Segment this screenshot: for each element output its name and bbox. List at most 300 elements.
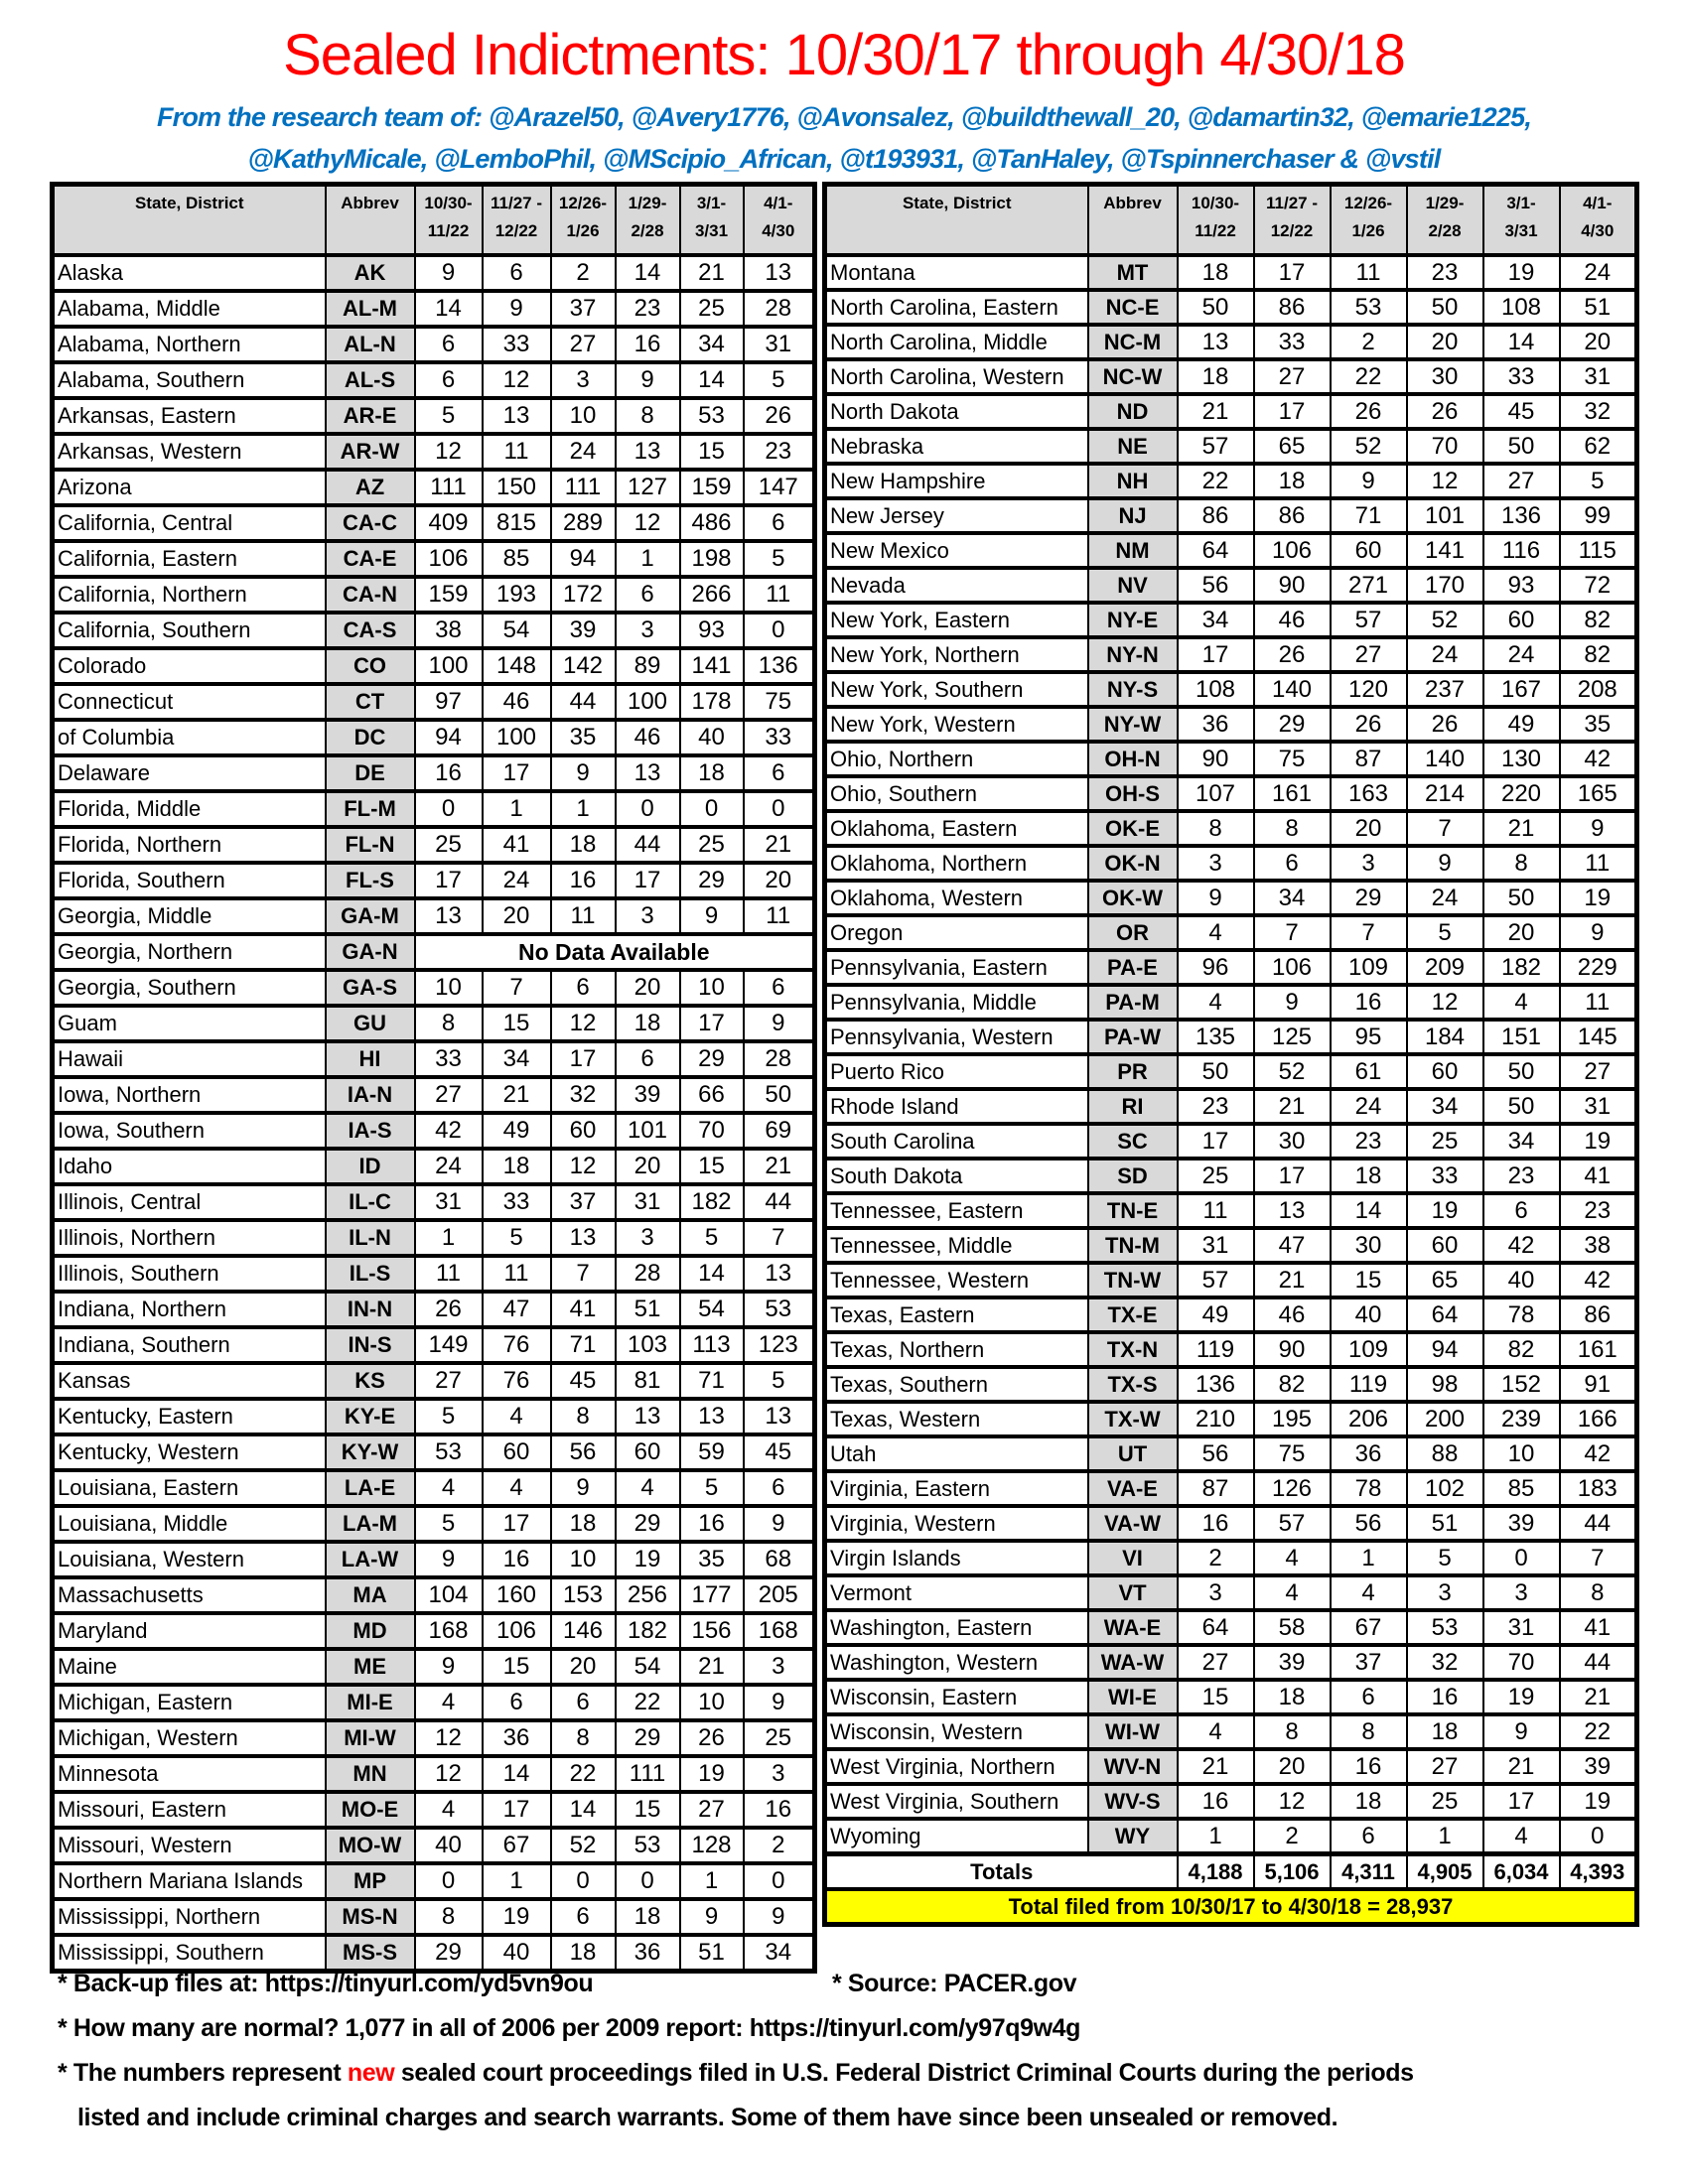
district-abbrev: NV: [1088, 568, 1178, 603]
district-name: Missouri, Eastern: [53, 1792, 326, 1828]
district-abbrev: VA-W: [1088, 1506, 1178, 1541]
table-row: [53, 1542, 815, 1577]
period-count: 17: [1483, 1784, 1560, 1819]
period-count: 78: [1483, 1297, 1560, 1332]
period-count: 35: [680, 1542, 744, 1577]
period-count: 24: [1407, 637, 1483, 672]
period-count: 50: [1483, 881, 1560, 915]
period-count: 7: [483, 970, 551, 1006]
district-abbrev: RI: [1088, 1089, 1178, 1124]
table-row: [825, 1541, 1637, 1575]
period-count: 21: [1178, 394, 1254, 429]
period-count: 45: [551, 1363, 616, 1399]
period-count: 14: [415, 291, 483, 327]
period-count: 35: [551, 720, 616, 755]
period-count: 229: [1560, 950, 1637, 985]
district-abbrev: MS-N: [326, 1899, 415, 1935]
period-start: 3/1-: [1506, 194, 1536, 212]
period-count: 159: [680, 470, 744, 505]
table-row: [53, 1613, 815, 1649]
period-count: 127: [616, 470, 680, 505]
period-count: 12: [415, 434, 483, 470]
period-count: 1: [680, 1863, 744, 1899]
district-name: Florida, Southern: [53, 863, 326, 898]
column-header-period: [415, 185, 483, 256]
period-count: 16: [1407, 1680, 1483, 1714]
period-count: 46: [616, 720, 680, 755]
district-abbrev: MO-W: [326, 1828, 415, 1863]
period-count: 14: [616, 255, 680, 291]
period-count: 18: [1331, 1784, 1407, 1819]
period-count: 6: [1483, 1193, 1560, 1228]
table-row: [53, 1256, 815, 1292]
district-name: New Jersey: [825, 498, 1088, 533]
period-count: 87: [1178, 1471, 1254, 1506]
period-count: 16: [1178, 1784, 1254, 1819]
district-abbrev: AL-S: [326, 362, 415, 398]
period-count: 8: [1254, 1714, 1331, 1749]
table-row: [825, 1575, 1637, 1610]
period-count: 5: [744, 541, 815, 577]
district-abbrev: DE: [326, 755, 415, 791]
period-count: 289: [551, 505, 616, 541]
district-name: Virginia, Eastern: [825, 1471, 1088, 1506]
table-row: [825, 429, 1637, 464]
period-count: 12: [415, 1756, 483, 1792]
period-count: 21: [680, 255, 744, 291]
period-count: 5: [744, 362, 815, 398]
period-count: 44: [616, 827, 680, 863]
period-count: 56: [1331, 1506, 1407, 1541]
period-count: 42: [1483, 1228, 1560, 1263]
period-count: 13: [680, 1399, 744, 1434]
period-count: 4: [1254, 1541, 1331, 1575]
period-count: 3: [1331, 846, 1407, 881]
period-count: 24: [1483, 637, 1560, 672]
district-abbrev: NJ: [1088, 498, 1178, 533]
period-count: 25: [415, 827, 483, 863]
period-count: 25: [744, 1720, 815, 1756]
period-count: 4: [1178, 915, 1254, 950]
period-count: 20: [616, 970, 680, 1006]
period-count: 16: [616, 327, 680, 362]
column-header-period: [551, 185, 616, 256]
district-abbrev: SD: [1088, 1159, 1178, 1193]
table-row: [53, 1041, 815, 1077]
district-name: Tennessee, Middle: [825, 1228, 1088, 1263]
period-count: 56: [1178, 568, 1254, 603]
column-header-period: [1331, 185, 1407, 256]
table-row: [825, 1020, 1637, 1054]
period-count: 40: [483, 1935, 551, 1972]
period-count: 22: [551, 1756, 616, 1792]
period-count: 33: [744, 720, 815, 755]
column-header-abbrev: Abbrev: [326, 185, 415, 256]
period-count: 33: [483, 1184, 551, 1220]
table-row: [53, 970, 815, 1006]
period-count: 60: [1483, 603, 1560, 637]
table-row: [825, 290, 1637, 325]
period-count: 6: [1254, 846, 1331, 881]
period-count: 4: [1178, 1714, 1254, 1749]
period-count: 29: [1254, 707, 1331, 742]
period-count: 13: [616, 755, 680, 791]
period-count: 9: [1331, 464, 1407, 498]
period-end: 12/22: [1270, 221, 1314, 240]
period-count: 237: [1407, 672, 1483, 707]
period-count: 8: [1560, 1575, 1637, 1610]
district-abbrev: NC-W: [1088, 359, 1178, 394]
district-abbrev: TX-N: [1088, 1332, 1178, 1367]
period-count: 34: [744, 1935, 815, 1972]
district-abbrev: VI: [1088, 1541, 1178, 1575]
period-count: 86: [1254, 290, 1331, 325]
period-count: 9: [616, 362, 680, 398]
period-count: 9: [1560, 915, 1637, 950]
period-count: 39: [616, 1077, 680, 1113]
period-count: 4: [483, 1399, 551, 1434]
period-count: 11: [744, 898, 815, 934]
district-abbrev: NC-M: [1088, 325, 1178, 359]
period-count: 3: [551, 362, 616, 398]
period-count: 28: [744, 1041, 815, 1077]
district-name: Nebraska: [825, 429, 1088, 464]
district-name: Colorado: [53, 648, 326, 684]
period-count: 29: [680, 863, 744, 898]
period-count: 19: [1560, 1124, 1637, 1159]
table-row: [53, 1863, 815, 1899]
period-count: 183: [1560, 1471, 1637, 1506]
district-abbrev: DC: [326, 720, 415, 755]
table-row: [53, 1506, 815, 1542]
period-count: 8: [415, 1006, 483, 1041]
period-count: 72: [1560, 568, 1637, 603]
period-count: 46: [483, 684, 551, 720]
period-count: 14: [551, 1792, 616, 1828]
period-count: 39: [551, 613, 616, 648]
period-count: 11: [415, 1256, 483, 1292]
period-count: 166: [1560, 1402, 1637, 1436]
district-abbrev: TN-E: [1088, 1193, 1178, 1228]
district-name: Tennessee, Eastern: [825, 1193, 1088, 1228]
table-row: [53, 1006, 815, 1041]
district-name: New York, Western: [825, 707, 1088, 742]
period-count: 97: [415, 684, 483, 720]
period-count: 6: [744, 1470, 815, 1506]
period-count: 37: [1331, 1645, 1407, 1680]
period-count: 9: [551, 755, 616, 791]
period-count: 65: [1407, 1263, 1483, 1297]
period-count: 13: [551, 1220, 616, 1256]
period-count: 23: [1483, 1159, 1560, 1193]
period-count: 70: [1407, 429, 1483, 464]
period-count: 27: [1407, 1749, 1483, 1784]
period-count: 11: [551, 898, 616, 934]
period-count: 52: [1331, 429, 1407, 464]
period-count: 160: [483, 1577, 551, 1613]
table-row: [53, 1184, 815, 1220]
period-count: 85: [1483, 1471, 1560, 1506]
period-count: 4: [415, 1792, 483, 1828]
period-count: 1: [1407, 1819, 1483, 1854]
district-abbrev: OH-S: [1088, 776, 1178, 811]
period-count: 25: [1178, 1159, 1254, 1193]
table-row: [825, 603, 1637, 637]
table-row: [825, 672, 1637, 707]
table-row: [53, 1077, 815, 1113]
period-count: 81: [616, 1363, 680, 1399]
table-row: [53, 505, 815, 541]
period-count: 6: [551, 970, 616, 1006]
period-count: 19: [1483, 1680, 1560, 1714]
period-count: 21: [1254, 1089, 1331, 1124]
district-name: North Dakota: [825, 394, 1088, 429]
district-abbrev: MP: [326, 1863, 415, 1899]
column-header-state: State, District: [825, 185, 1088, 256]
table-row: [825, 811, 1637, 846]
period-count: 208: [1560, 672, 1637, 707]
period-count: 142: [551, 648, 616, 684]
total-value: 4,905: [1407, 1854, 1483, 1890]
period-count: 50: [744, 1077, 815, 1113]
period-count: 25: [1407, 1784, 1483, 1819]
period-count: 14: [680, 1256, 744, 1292]
period-count: 0: [1560, 1819, 1637, 1854]
period-count: 13: [616, 1399, 680, 1434]
period-count: 8: [1254, 811, 1331, 846]
period-count: 168: [744, 1613, 815, 1649]
district-abbrev: PR: [1088, 1054, 1178, 1089]
district-name: Northern Mariana Islands: [53, 1863, 326, 1899]
period-count: 182: [616, 1613, 680, 1649]
period-count: 96: [1178, 950, 1254, 985]
period-count: 40: [680, 720, 744, 755]
period-count: 33: [415, 1041, 483, 1077]
district-abbrev: IL-C: [326, 1184, 415, 1220]
period-count: 19: [680, 1756, 744, 1792]
period-count: 13: [483, 398, 551, 434]
period-count: 67: [1331, 1610, 1407, 1645]
period-count: 6: [616, 1041, 680, 1077]
district-abbrev: OK-W: [1088, 881, 1178, 915]
period-end: 1/26: [1351, 221, 1385, 240]
table-row: [53, 470, 815, 505]
period-count: 6: [551, 1685, 616, 1720]
district-name: Nevada: [825, 568, 1088, 603]
district-abbrev: MO-E: [326, 1792, 415, 1828]
period-count: 19: [483, 1899, 551, 1935]
period-count: 56: [551, 1434, 616, 1470]
period-count: 5: [415, 398, 483, 434]
period-count: 7: [1331, 915, 1407, 950]
district-abbrev: GA-M: [326, 898, 415, 934]
period-count: 1: [483, 791, 551, 827]
period-count: 24: [1331, 1089, 1407, 1124]
table-row: [825, 394, 1637, 429]
period-count: 26: [1254, 637, 1331, 672]
period-count: 20: [551, 1649, 616, 1685]
district-abbrev: FL-S: [326, 863, 415, 898]
period-count: 86: [1178, 498, 1254, 533]
period-count: 27: [1178, 1645, 1254, 1680]
district-abbrev: KY-E: [326, 1399, 415, 1434]
period-count: 156: [680, 1613, 744, 1649]
table-row: [825, 533, 1637, 568]
district-abbrev: IL-N: [326, 1220, 415, 1256]
table-row: [53, 1113, 815, 1149]
period-count: 29: [616, 1506, 680, 1542]
district-name: Tennessee, Western: [825, 1263, 1088, 1297]
district-abbrev: NE: [1088, 429, 1178, 464]
table-row: [825, 1680, 1637, 1714]
table-row: [825, 637, 1637, 672]
period-count: 82: [1560, 603, 1637, 637]
period-count: 49: [1178, 1297, 1254, 1332]
period-count: 0: [551, 1863, 616, 1899]
period-count: 61: [1331, 1054, 1407, 1089]
table-row: [825, 1089, 1637, 1124]
period-count: 18: [616, 1006, 680, 1041]
table-row: [825, 1124, 1637, 1159]
period-count: 18: [1407, 1714, 1483, 1749]
period-count: 17: [483, 755, 551, 791]
table-row: [53, 1399, 815, 1434]
period-count: 71: [551, 1327, 616, 1363]
period-count: 71: [680, 1363, 744, 1399]
district-name: California, Central: [53, 505, 326, 541]
period-count: 44: [1560, 1506, 1637, 1541]
period-count: 27: [680, 1792, 744, 1828]
district-name: Louisiana, Western: [53, 1542, 326, 1577]
period-count: 13: [1254, 1193, 1331, 1228]
period-count: 34: [680, 327, 744, 362]
district-name: Florida, Middle: [53, 791, 326, 827]
period-count: 3: [1178, 846, 1254, 881]
district-name: Hawaii: [53, 1041, 326, 1077]
table-row: [53, 398, 815, 434]
no-data-cell: No Data Available: [415, 934, 815, 970]
period-count: 109: [1331, 950, 1407, 985]
district-abbrev: AR-W: [326, 434, 415, 470]
table-row: [825, 915, 1637, 950]
period-count: 6: [744, 755, 815, 791]
period-count: 58: [1254, 1610, 1331, 1645]
period-count: 33: [483, 327, 551, 362]
period-count: 70: [1483, 1645, 1560, 1680]
district-name: Indiana, Northern: [53, 1292, 326, 1327]
district-abbrev: WI-W: [1088, 1714, 1178, 1749]
district-name: North Carolina, Middle: [825, 325, 1088, 359]
period-count: 205: [744, 1577, 815, 1613]
table-row: [53, 791, 815, 827]
period-count: 38: [1560, 1228, 1637, 1263]
district-abbrev: TN-M: [1088, 1228, 1178, 1263]
period-count: 59: [680, 1434, 744, 1470]
period-count: 60: [616, 1434, 680, 1470]
table-row: [53, 1292, 815, 1327]
period-end: 3/31: [1504, 221, 1538, 240]
district-name: Missouri, Western: [53, 1828, 326, 1863]
period-count: 46: [1254, 1297, 1331, 1332]
table-row: [825, 707, 1637, 742]
period-count: 210: [1178, 1402, 1254, 1436]
column-header-period: [1254, 185, 1331, 256]
table-row: [53, 541, 815, 577]
period-count: 19: [1560, 1784, 1637, 1819]
table-row: [53, 327, 815, 362]
left-table-body: [53, 255, 815, 1972]
period-count: 10: [551, 398, 616, 434]
period-end: 11/22: [1195, 221, 1236, 240]
period-count: 141: [1407, 533, 1483, 568]
district-name: of Columbia: [53, 720, 326, 755]
period-count: 0: [415, 1863, 483, 1899]
period-end: 12/22: [494, 221, 538, 240]
district-name: Kentucky, Eastern: [53, 1399, 326, 1434]
district-abbrev: TX-S: [1088, 1367, 1178, 1402]
district-abbrev: WV-N: [1088, 1749, 1178, 1784]
district-abbrev: GA-N: [326, 934, 415, 970]
district-abbrev: PA-W: [1088, 1020, 1178, 1054]
period-count: 6: [483, 1685, 551, 1720]
period-count: 0: [1483, 1541, 1560, 1575]
period-count: 36: [483, 1720, 551, 1756]
period-count: 17: [415, 863, 483, 898]
footnote-normal: * How many are normal? 1,077 in all of 2006 per 2009 report: https://tinyurl.com/y97q9w4g: [58, 2014, 1081, 2042]
page-title: Sealed Indictments: 10/30/17 through 4/30/18: [283, 23, 1405, 87]
right-table-body: [825, 255, 1637, 1854]
period-count: 18: [1254, 464, 1331, 498]
period-count: 49: [483, 1113, 551, 1149]
period-count: 24: [415, 1149, 483, 1184]
period-end: 3/31: [694, 221, 729, 240]
left-districts-table: [50, 182, 817, 1974]
period-count: 209: [1407, 950, 1483, 985]
column-header-period: [744, 185, 815, 256]
period-count: 29: [415, 1935, 483, 1972]
district-abbrev: AK: [326, 255, 415, 291]
district-name: Delaware: [53, 755, 326, 791]
period-count: 23: [1560, 1193, 1637, 1228]
period-count: 14: [483, 1756, 551, 1792]
period-count: 24: [1407, 881, 1483, 915]
district-name: West Virginia, Southern: [825, 1784, 1088, 1819]
period-count: 94: [1407, 1332, 1483, 1367]
period-count: 0: [744, 791, 815, 827]
period-count: 20: [1483, 915, 1560, 950]
period-count: 5: [680, 1220, 744, 1256]
period-count: 214: [1407, 776, 1483, 811]
table-row: [825, 846, 1637, 881]
period-count: 12: [1407, 464, 1483, 498]
period-count: 6: [744, 505, 815, 541]
period-count: 30: [1331, 1228, 1407, 1263]
district-name: Idaho: [53, 1149, 326, 1184]
period-count: 146: [551, 1613, 616, 1649]
period-count: 14: [1331, 1193, 1407, 1228]
district-name: New Mexico: [825, 533, 1088, 568]
period-count: 3: [616, 898, 680, 934]
district-name: Alabama, Northern: [53, 327, 326, 362]
period-count: 54: [483, 613, 551, 648]
period-count: 50: [1483, 429, 1560, 464]
period-count: 3: [744, 1756, 815, 1792]
district-abbrev: VA-E: [1088, 1471, 1178, 1506]
period-count: 5: [483, 1220, 551, 1256]
period-count: 3: [616, 613, 680, 648]
period-count: 32: [1407, 1645, 1483, 1680]
period-count: 31: [1483, 1610, 1560, 1645]
